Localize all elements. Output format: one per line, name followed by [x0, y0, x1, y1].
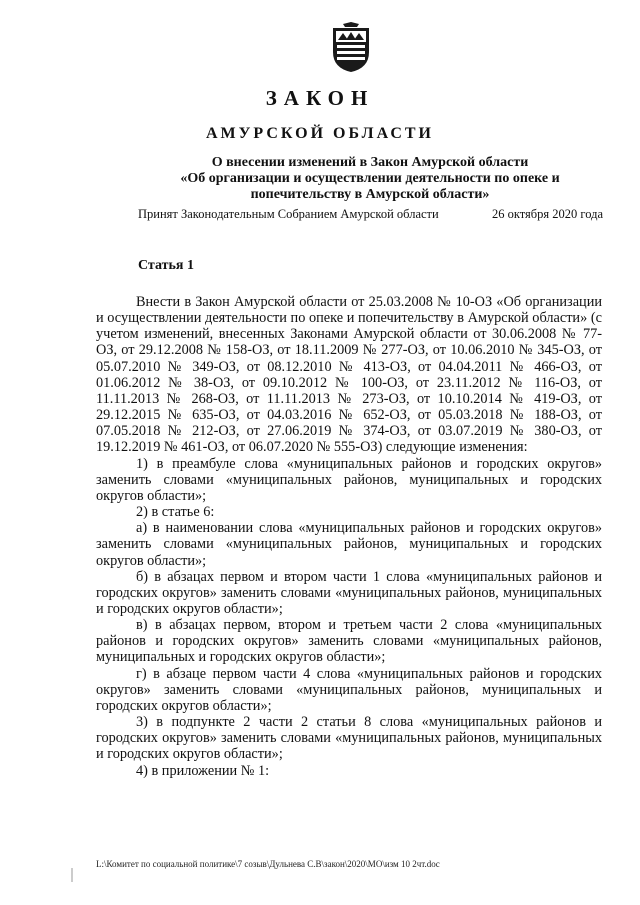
article-paragraph: 2) в статье 6: [136, 504, 215, 521]
article-paragraph: в) в абзацах первом, втором и третьем части 2 слова «муниципальных районов и городских округов» заменить словами «муниципальных районов, муниципальных и городских округов области»; [96, 617, 602, 666]
law-title: ЗАКОН [265, 86, 375, 110]
article-paragraph: б) в абзацах первом и втором части 1 слова «муниципальных районов и городских округов» заменить словами «муниципальных районов, муниципальных и городских округов области»; [96, 568, 602, 617]
article-paragraph: а) в наименовании слова «муниципальных районов и городских округов» заменить словами «муниципальных районов, муниципальных и городских округов области»; [96, 520, 602, 569]
article-paragraph: 1) в преамбуле слова «муниципальных районов и городских округов» заменить словами «муниципальных районов, муниципальных и городских округов области»; [96, 455, 602, 504]
coat-of-arms-icon [329, 22, 373, 74]
law-subject-line: попечительству в Амурской области» [250, 187, 490, 202]
law-subject [140, 155, 600, 203]
adoption-line [138, 207, 603, 222]
article-paragraph: Внести в Закон Амурской области от 25.03.2008 № 10-ОЗ «Об организации и осуществлении деятельности по опеке и попечительству в Амурской области» (с учетом изменений, внесенных Законами Амурской области от 30.06.2008 № 77-ОЗ, от 29.12.2008 № 158-ОЗ, от 18.11.2009 № 277-ОЗ, от 10.06.2010 № 345-ОЗ, от 05.07.2010 № 349-ОЗ, от 08.12.2010 № 413-ОЗ, от 04.04.2011 № 466-ОЗ, от 01.06.2012 № 38-ОЗ, от 09.10.2012 № 100-ОЗ, от 23.11.2012 № 116-ОЗ, от 11.11.2013 № 268-ОЗ, от 11.11.2013 № 273-ОЗ, от 10.10.2014 № 419-ОЗ, от 29.12.2015 № 635-ОЗ, от 04.03.2016 № 652-ОЗ, от 05.03.2018 № 188-ОЗ, от 07.05.2018 № 212-ОЗ, от 27.06.2019 № 374-ОЗ, от 03.07.2019 № 380-ОЗ, от 19.12.2019 № 461-ОЗ, от 06.07.2020 № 555-ОЗ) следующие изменения: [96, 294, 602, 456]
file-path-footer: L:\Комитет по социальной политике\7 созыв\Дульнева С.В\закон\2020\МО\изм 10 2чт.doc [96, 859, 440, 869]
article-paragraph: г) в абзаце первом части 4 слова «муниципальных районов и городских округов» заменить словами «муниципальных районов, муниципальных и городских округов области»; [96, 665, 602, 714]
law-subject-line: О внесении изменений в Закон Амурской области [211, 155, 529, 170]
adoption-text: Принят Законодательным Собранием Амурской области [138, 207, 439, 221]
article-paragraph: 3) в подпункте 2 части 2 статьи 8 слова «муниципальных районов и городских округов» заменить словами «муниципальных районов, муниципальных и городских округов области»; [96, 714, 602, 763]
article-paragraph: 4) в приложении № 1: [136, 762, 270, 779]
law-subject-line: «Об организации и осуществлении деятельности по опеке и [180, 171, 560, 186]
margin-mark [70, 868, 74, 882]
region-title: АМУРСКОЙ ОБЛАСТИ [206, 125, 434, 142]
adoption-date: 26 октября 2020 года [491, 207, 603, 221]
article-body [96, 294, 602, 779]
article-heading: Статья 1 [138, 258, 194, 273]
